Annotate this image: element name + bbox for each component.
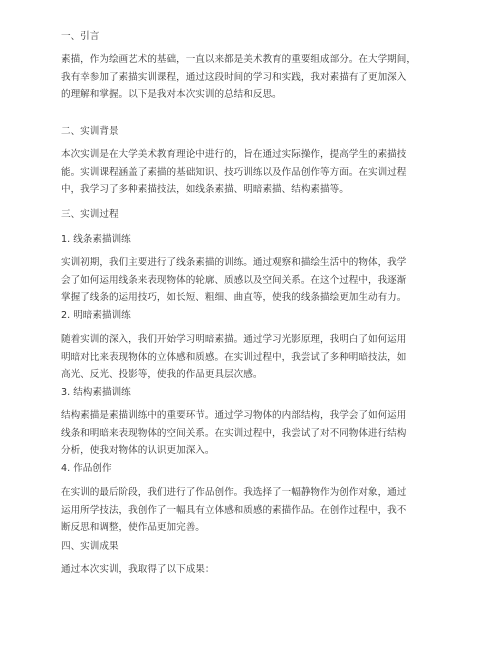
paragraph-line: 能。实训课程涵盖了素描的基础知识、技巧训练以及作品创作等方面。在实训过程 <box>61 166 407 178</box>
subsection-heading-creation: 4. 作品创作 <box>61 463 112 474</box>
paragraph-line: 素描，作为绘画艺术的基础，一直以来都是美术教育的重要组成部分。在大学期间， <box>61 54 416 65</box>
paragraph-line: 线条和明暗来表现物体的空间关系。在实训过程中，我尝试了对不同物体进行结构 <box>61 427 407 439</box>
subsection-heading-structure: 3. 结构素描训练 <box>61 387 131 398</box>
paragraph-line: 高光、反光、投影等，使我的作品更具层次感。 <box>61 369 263 381</box>
paragraph-line: 分析，使我对物体的认识更加深入。 <box>61 445 215 457</box>
paragraph-creation <box>61 484 446 537</box>
section-heading-process: 三、实训过程 <box>61 209 119 220</box>
paragraph-line: 掌握了线条的运用技巧，如长短、粗细、曲直等，使我的线条描绘更加生动有力。 <box>61 292 407 304</box>
paragraph-line-sketch <box>61 254 446 307</box>
paragraph-background <box>61 146 446 199</box>
paragraph-line: 通过本次实训，我取得了以下成果： <box>61 564 215 575</box>
paragraph-line: 实训初期，我们主要进行了线条素描的训练。通过观察和描绘生活中的物体，我学 <box>61 257 407 268</box>
section-heading-background: 二、实训背景 <box>61 126 119 137</box>
paragraph-shading <box>61 331 446 384</box>
paragraph-line: 会了如何运用线条来表现物体的轮廓、质感以及空间关系。在这个过程中，我逐渐 <box>61 274 407 286</box>
paragraph-intro <box>61 51 446 104</box>
paragraph-line: 断反思和调整，使作品更加完善。 <box>61 522 205 534</box>
section-heading-intro: 一、引言 <box>61 31 100 42</box>
paragraph-line: 中，我学习了多种素描技法，如线条素描、明暗素描、结构素描等。 <box>61 184 349 196</box>
paragraph-line: 随着实训的深入，我们开始学习明暗素描。通过学习光影原理，我明白了如何运用 <box>61 334 407 345</box>
paragraph-line: 本次实训是在大学美术教育理论中进行的，旨在通过实际操作，提高学生的素描技 <box>61 149 407 160</box>
paragraph-results <box>61 561 446 579</box>
paragraph-line: 结构素描是素描训练中的重要环节。通过学习物体的内部结构，我学会了如何运用 <box>61 410 407 421</box>
paragraph-line: 明暗对比来表现物体的立体感和质感。在实训过程中，我尝试了多种明暗技法，如 <box>61 351 407 363</box>
paragraph-line: 的理解和掌握。以下是我对本次实训的总结和反思。 <box>61 89 282 101</box>
paragraph-line: 我有幸参加了素描实训课程，通过这段时间的学习和实践，我对素描有了更加深入 <box>61 71 407 83</box>
subsection-heading-line-sketch: 1. 线条素描训练 <box>61 234 131 245</box>
subsection-heading-shading: 2. 明暗素描训练 <box>61 310 131 321</box>
paragraph-line: 运用所学技法，我创作了一幅具有立体感和质感的素描作品。在创作过程中，我不 <box>61 504 407 516</box>
paragraph-structure <box>61 407 446 460</box>
paragraph-line: 在实训的最后阶段，我们进行了作品创作。我选择了一幅静物作为创作对象，通过 <box>61 487 407 498</box>
section-heading-results: 四、实训成果 <box>61 541 119 552</box>
